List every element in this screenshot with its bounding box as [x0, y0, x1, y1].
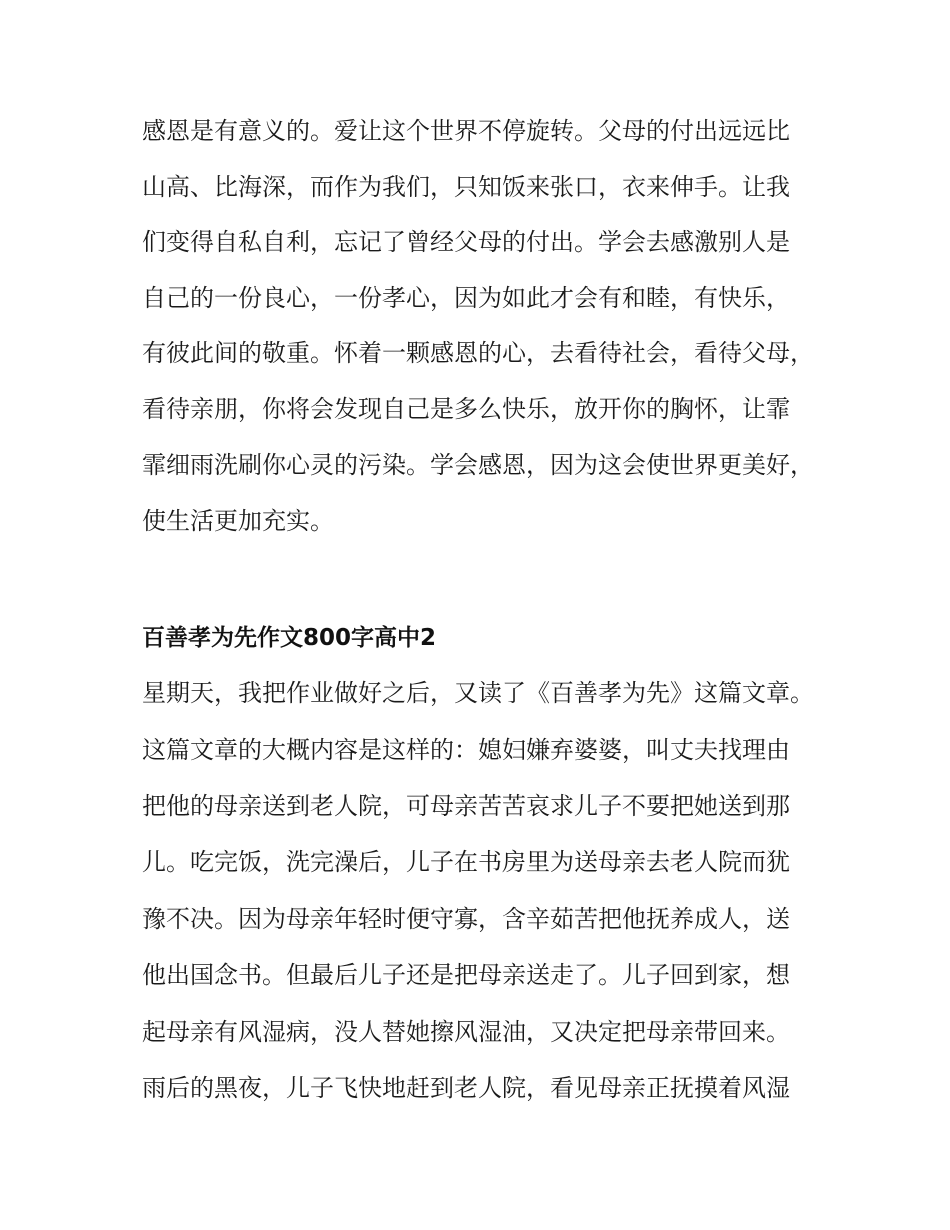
paragraph-line: 星期天，我把作业做好之后，又读了《百善孝为先》这篇文章。 — [142, 679, 814, 707]
section-heading: 百善孝为先作文800字高中2 — [142, 625, 437, 651]
paragraph-line: 看待亲朋，你将会发现自己是多么快乐，放开你的胸怀，让霏 — [142, 395, 790, 423]
paragraph-line: 起母亲有风湿病，没人替她擦风湿油，又决定把母亲带回来。 — [142, 1018, 790, 1046]
paragraph-line: 自己的一份良心，一份孝心，因为如此才会有和睦，有快乐， — [142, 284, 790, 312]
paragraph-line: 们变得自私自利，忘记了曾经父母的付出。学会去感激别人是 — [142, 228, 790, 256]
paragraph-line: 山高、比海深，而作为我们，只知饭来张口，衣来伸手。让我 — [142, 173, 790, 201]
paragraph-line: 把他的母亲送到老人院，可母亲苦苦哀求儿子不要把她送到那 — [142, 792, 790, 820]
paragraph-line: 雨后的黑夜，儿子飞快地赶到老人院，看见母亲正抚摸着风湿 — [142, 1074, 790, 1102]
paragraph-line: 感恩是有意义的。爱让这个世界不停旋转。父母的付出远远比 — [142, 117, 790, 145]
paragraph-line: 他出国念书。但最后儿子还是把母亲送走了。儿子回到家，想 — [142, 961, 790, 989]
paragraph-line: 有彼此间的敬重。怀着一颗感恩的心，去看待社会，看待父母， — [142, 339, 814, 367]
paragraph-line: 这篇文章的大概内容是这样的：媳妇嫌弃婆婆，叫丈夫找理由 — [142, 736, 790, 764]
paragraph-line: 儿。吃完饭，洗完澡后，儿子在书房里为送母亲去老人院而犹 — [142, 848, 790, 876]
paragraph-line: 豫不决。因为母亲年轻时便守寡，含辛茹苦把他抚养成人，送 — [142, 905, 790, 933]
paragraph-line: 使生活更加充实。 — [142, 507, 334, 535]
paragraph-line: 霏细雨洗刷你心灵的污染。学会感恩，因为这会使世界更美好， — [142, 451, 814, 479]
